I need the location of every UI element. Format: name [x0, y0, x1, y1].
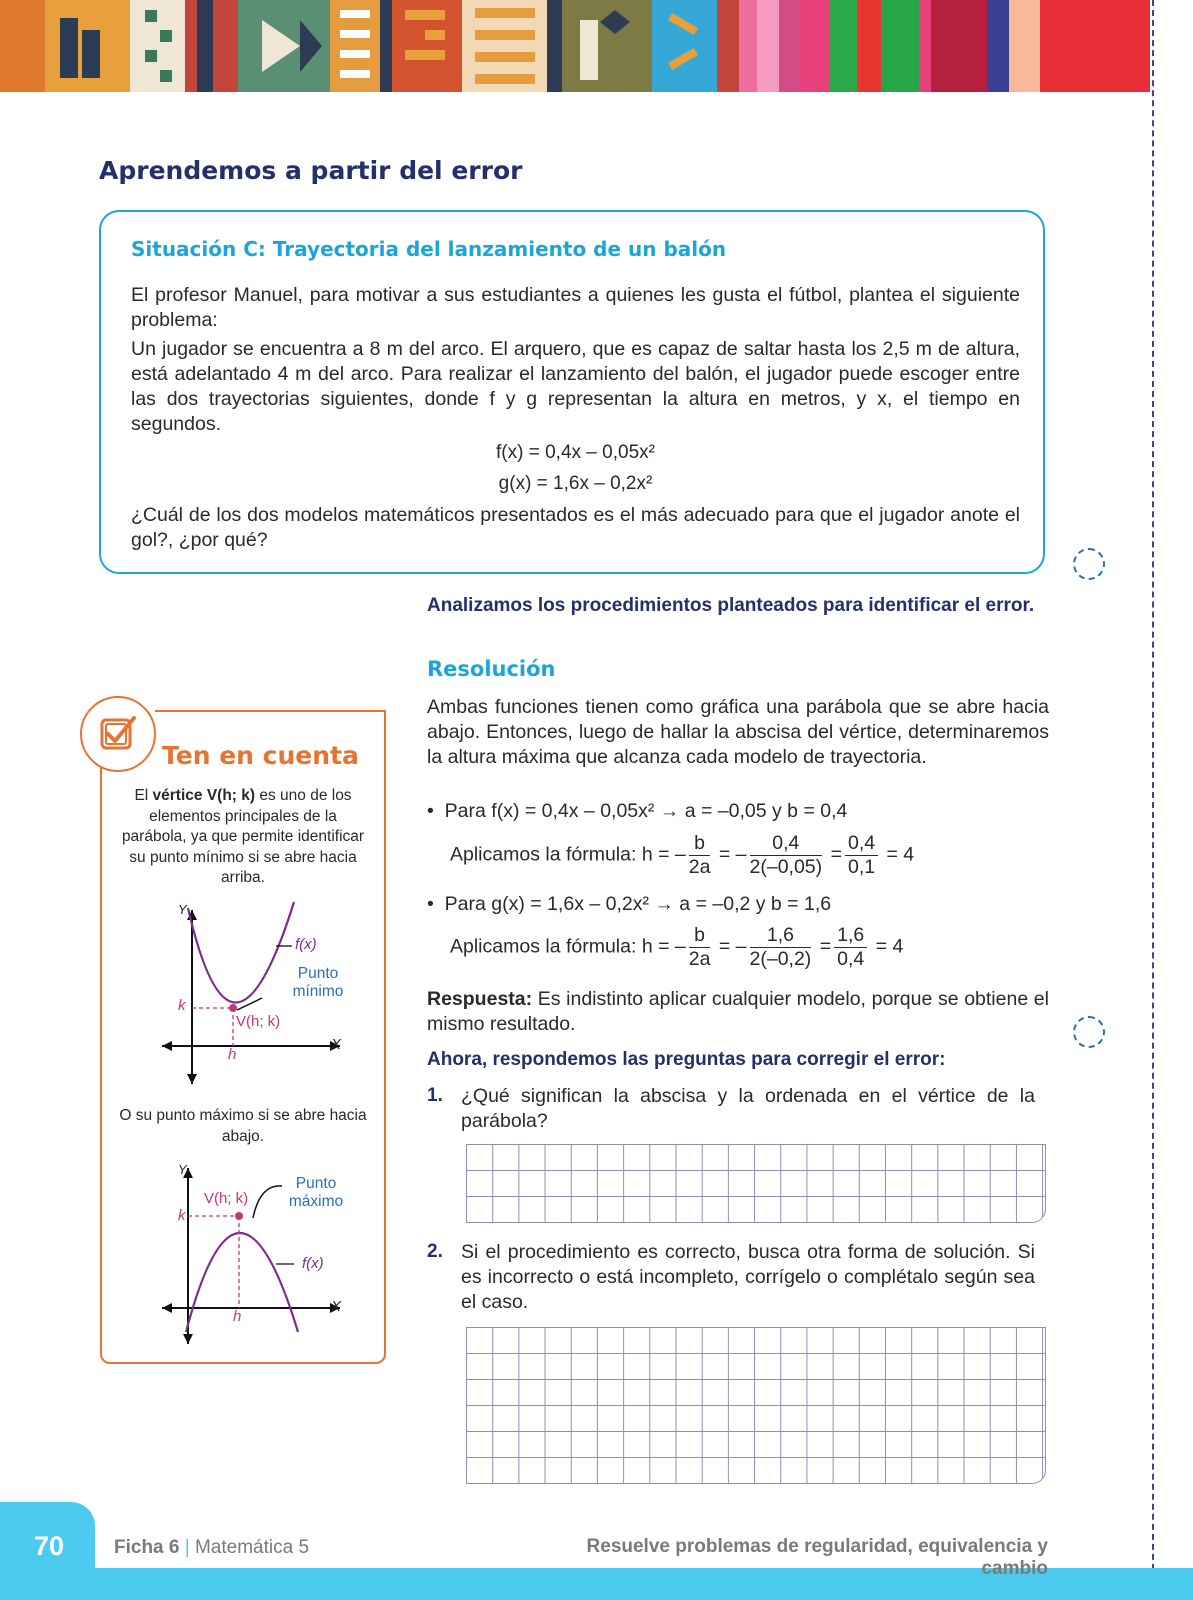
k-label: k: [178, 1207, 186, 1224]
bullet-2: [427, 893, 831, 916]
fraction-numerator: 0,4: [845, 832, 878, 856]
fraction-denominator: 0,1: [847, 856, 876, 878]
footer-separator: |: [184, 1537, 190, 1558]
ficha-label: Ficha 6: [114, 1537, 180, 1558]
point-label: [288, 965, 348, 1001]
vertex-term: vértice V(h; k): [152, 787, 256, 804]
bullet-1: [427, 800, 847, 823]
f-label: f(x): [302, 1255, 324, 1272]
vertex-label: V(h; k): [204, 1190, 249, 1207]
situation-paragraph-1: El profesor Manuel, para motivar a sus estudiantes a quienes les gusta el fútbol, plantea el siguiente problema:: [131, 284, 1020, 331]
situation-paragraph-2: Un jugador se encuentra a 8 m del arco. El arquero, que es capaz de saltar hasta los 2,5 m de altura, está adelantado 4 m del arco. Para realizar el lanzamiento del balón, el jugador puede escoger entre las dos trayectorias siguientes, donde f y g representan la altura en metros, y x, el tiempo en segundos.: [131, 338, 1020, 435]
banner-pattern: [0, 0, 1150, 92]
fraction-denominator: 0,4: [837, 948, 865, 970]
bullet-dot: •: [427, 800, 445, 822]
cut-circle: [1073, 1016, 1105, 1048]
section-title: Aprendemos a partir del error: [99, 156, 523, 185]
h-label: h: [228, 1046, 237, 1063]
y-axis-label: Y: [178, 902, 187, 917]
h-label: h: [233, 1308, 242, 1325]
fraction-numerator: 0,4: [750, 832, 823, 856]
answer-label: Respuesta:: [427, 988, 533, 1010]
answer: [427, 987, 1049, 1037]
decorative-banner: [0, 0, 1150, 92]
question-number: 2.: [427, 1241, 443, 1262]
point-label-line-2: mínimo: [292, 983, 344, 1000]
equals-sign: =: [830, 843, 842, 866]
x-axis-label: X: [331, 1298, 342, 1315]
formula-f: f(x) = 0,4x – 0,05x²: [496, 442, 655, 463]
text-segment: El: [134, 787, 153, 804]
resolution-intro: Ambas funciones tienen como gráfica una parábola que se abre hacia abajo. Entonces, luego de hallar la abscisa del vértice, determinaremos la altura máxima que alcanza cada modelo de trayectoria.: [427, 696, 1049, 768]
answer-text: Es indistinto aplicar cualquier modelo, porque se obtiene el mismo resultado.: [427, 988, 1049, 1035]
fraction-numerator: 1,6: [750, 924, 812, 948]
text-segment: es uno de los elementos principales de la parábola, ya que permite identificar su punto mínimo si se abre hacia arriba.: [121, 787, 365, 886]
question-2-text: Si el procedimiento es correcto, busca otra forma de solución. Si es incorrecto o está incompleto, corrígelo o complétalo según sea el caso.: [461, 1241, 1035, 1313]
fraction: [834, 924, 867, 971]
point-label-line-2: máximo: [288, 1193, 344, 1210]
fraction: [689, 924, 711, 971]
situation-title: Situación C: Trayectoria del lanzamiento de un balón: [131, 237, 727, 261]
ten-en-cuenta-text-2: O su punto máximo si se abre hacia abajo.: [119, 1107, 367, 1145]
page-number: 70: [34, 1531, 65, 1561]
answer-grid-1[interactable]: [466, 1144, 1046, 1223]
resolution-title: Resolución: [427, 657, 556, 681]
situation-question: ¿Cuál de los dos modelos matemáticos presentados es el más adecuado para que el jugador anote el gol?, ¿por qué?: [131, 504, 1020, 551]
fraction-denominator: 2(–0,05): [749, 856, 823, 878]
fraction-denominator: 2a: [688, 856, 711, 878]
equals-sign: = –: [718, 843, 747, 866]
y-axis-label: Y: [178, 1162, 187, 1177]
checkbox-icon: [82, 698, 154, 770]
bullet-2-text: Para g(x) = 1,6x – 0,2x² → a = –0,2 y b = 1,6: [444, 893, 832, 915]
vertex-label: V(h; k): [236, 1013, 281, 1030]
formula-line-1: [450, 832, 914, 879]
fraction: [750, 924, 812, 971]
answer-grid-2[interactable]: [466, 1327, 1046, 1484]
analysis-heading: Analizamos los procedimientos planteados para identificar el error.: [427, 595, 1035, 616]
subject-label: Matemática 5: [194, 1537, 310, 1558]
ten-en-cuenta-topline: [155, 710, 386, 712]
formula-g: g(x) = 1,6x – 0,2x²: [498, 473, 653, 494]
fraction-numerator: b: [689, 924, 711, 948]
formula-prefix: Aplicamos la fórmula: h = –: [450, 935, 686, 958]
cut-line: [1152, 0, 1154, 1600]
footer-left: [114, 1537, 309, 1559]
fraction: [845, 832, 878, 879]
questions-heading: Ahora, respondemos las preguntas para corregir el error:: [427, 1049, 946, 1070]
equals-sign: =: [819, 935, 832, 958]
question-1-text: ¿Qué significan la abscisa y la ordenada en el vértice de la parábola?: [461, 1085, 1035, 1132]
formula-line-2: [450, 924, 903, 971]
bullet-1-text: Para f(x) = 0,4x – 0,05x² → a = –0,05 y b = 0,4: [444, 800, 848, 822]
ten-en-cuenta-circle: [80, 696, 156, 772]
cut-circle: [1073, 548, 1105, 580]
ten-en-cuenta-text-1: [118, 786, 368, 889]
fraction-numerator: 1,6: [834, 924, 867, 948]
fraction: [750, 832, 823, 879]
fraction-denominator: 2a: [688, 948, 711, 970]
fraction-numerator: b: [689, 832, 711, 856]
bullet-dot: •: [427, 893, 445, 915]
competency-label: Resuelve problemas de regularidad, equivalencia y cambio: [586, 1536, 1048, 1579]
point-label-line-1: Punto: [295, 1175, 337, 1192]
ten-en-cuenta-title: Ten en cuenta: [162, 741, 359, 770]
question-number: 1.: [427, 1085, 443, 1106]
equals-sign: = –: [718, 935, 747, 958]
k-label: k: [178, 997, 186, 1014]
point-label-line-1: Punto: [297, 965, 339, 982]
formula-result: = 4: [875, 935, 904, 958]
f-label: f(x): [295, 936, 317, 953]
formula-result: = 4: [886, 843, 915, 866]
fraction: [689, 832, 711, 879]
formula-prefix: Aplicamos la fórmula: h = –: [450, 843, 686, 866]
x-axis-label: X: [331, 1036, 342, 1053]
fraction-denominator: 2(–0,2): [749, 948, 812, 970]
point-label: [284, 1175, 348, 1211]
